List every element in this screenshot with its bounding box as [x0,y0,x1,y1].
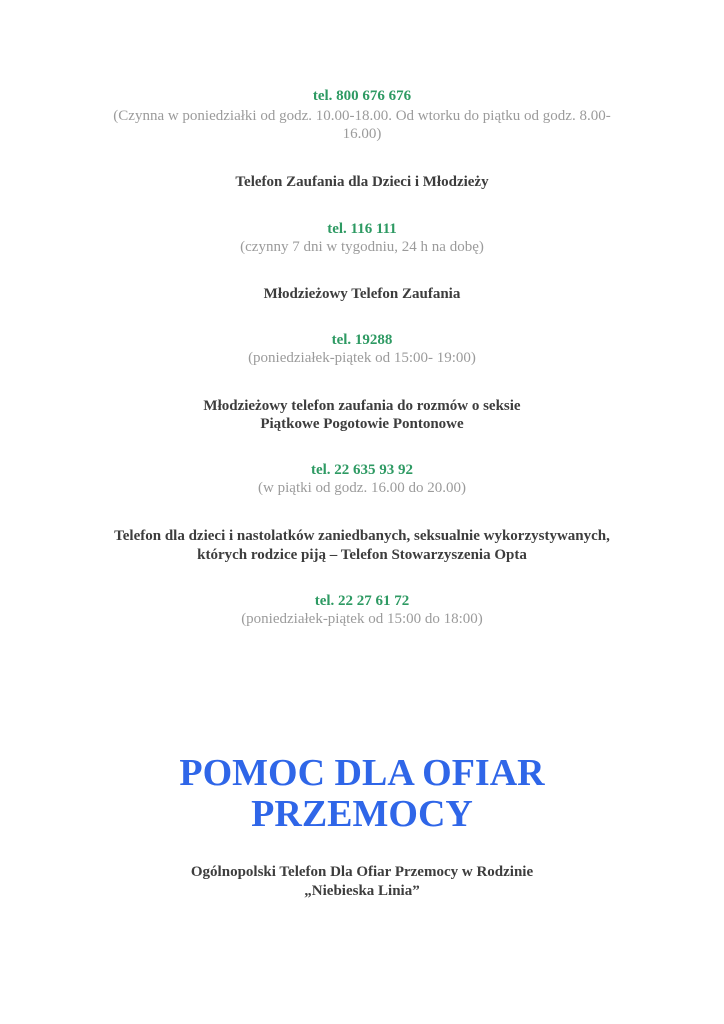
section-title-line1: POMOC DLA OFIAR [179,752,545,794]
phone-number-block5: tel. 22 27 61 72 [314,593,410,609]
hours-block1-line2: 16.00) [342,126,382,142]
hours-block2: (czynny 7 dni w tygodniu, 24 h na dobę) [240,239,484,255]
hours-block3: (poniedziałek-piątek od 15:00- 19:00) [248,350,476,366]
section-subheading-line2: „Niebieska Linia” [304,883,420,899]
hours-block5: (poniedziałek-piątek od 15:00 do 18:00) [241,611,483,627]
phone-number-block3: tel. 19288 [331,332,393,348]
phone-number-block2: tel. 116 111 [327,221,397,237]
section-title-line2: PRZEMOCY [251,793,473,835]
heading-block4-line1: Młodzieżowy telefon zaufania do rozmów o seksie [203,398,521,414]
section-subheading-line1: Ogólnopolski Telefon Dla Ofiar Przemocy w Rodzinie [190,864,534,880]
heading-block5-line1: Telefon dla dzieci i nastolatków zaniedbanych, seksualnie wykorzystywanych, [114,528,610,544]
phone-number-block4: tel. 22 635 93 92 [310,462,414,478]
hours-block4: (w piątki od godz. 16.00 do 20.00) [258,480,466,496]
hours-block1-line1: (Czynna w poniedziałki od godz. 10.00-18.00. Od wtorku do piątku od godz. 8.00- [113,108,611,124]
heading-block2: Telefon Zaufania dla Dzieci i Młodzieży [235,174,489,190]
heading-block5-line2: których rodzice piją – Telefon Stowarzyszenia Opta [197,547,527,563]
heading-block3: Młodzieżowy Telefon Zaufania [263,286,461,302]
phone-number-block1: tel. 800 676 676 [312,88,412,104]
heading-block4-line2: Piątkowe Pogotowie Pontonowe [260,416,464,432]
